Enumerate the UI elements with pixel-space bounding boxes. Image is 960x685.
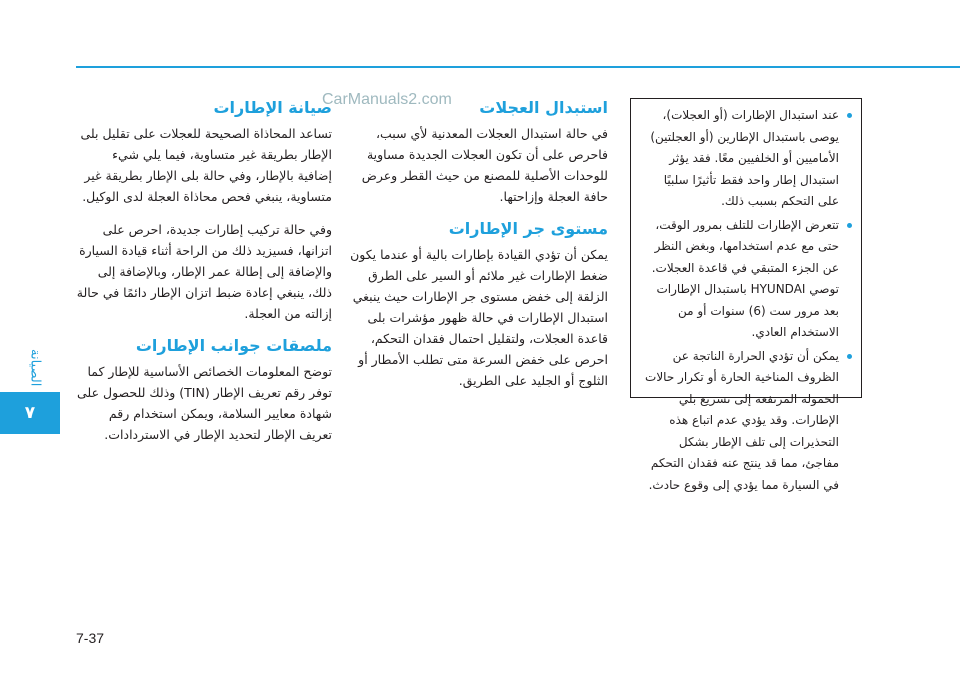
warning-item: عند استبدال الإطارات (أو العجلات)، يوصى باستبدال الإطارين (أو العجلتين) الأماميين أو الخلفيين معًا. فقد يؤثر استبدال إطار واحد فقط تأثيرًا سلبيًا على التحكم بسبب ذلك.	[639, 105, 839, 213]
middle-column	[350, 98, 608, 403]
section-label: الصيانة	[27, 349, 43, 387]
left-column	[76, 98, 332, 457]
warning-list	[639, 105, 853, 496]
chapter-tab: ٧	[0, 392, 60, 434]
warning-item: تتعرض الإطارات للتلف بمرور الوقت، حتى مع عدم استخدامها، وبغض النظر عن الجزء المتبقي في قاعدة العجلات. توصي HYUNDAI باستبدال الإطارات بعد مرور ست (6) سنوات أو من الاستخدام العادي.	[639, 215, 839, 344]
heading-sidewall-labeling: ملصقات جوانب الإطارات	[135, 336, 332, 355]
paragraph: في حالة استبدال العجلات المعدنية لأي سبب، فاحرص على أن تكون العجلات الجديدة مساوية للوحدات الأصلية للمصنع من حيث القطر وعرض حافة العجلة وإزاحتها.	[361, 126, 608, 204]
warning-item: يمكن أن تؤدي الحرارة الناتجة عن الظروف المناخية الحارة أو تكرار حالات الحمولة المرتفعة إلى تسريع بلي الإطارات. وقد يؤدي عدم اتباع هذه التحذيرات إلى تلف الإطار بشكل مفاجئ، مما قد ينتج عنه فقدان التحكم في السيارة مما يؤدي إلى وقوع حادث.	[639, 346, 839, 497]
heading-wheel-replacement: استبدال العجلات	[479, 98, 608, 117]
watermark: CarManuals2.com	[322, 91, 452, 108]
heading-tire-traction: مستوى جر الإطارات	[448, 219, 608, 238]
page-number: 7-37	[76, 630, 105, 646]
paragraph: يمكن أن تؤدي القيادة بإطارات بالية أو عندما يكون ضغط الإطارات غير ملائم أو السير على الطرق الزلقة إلى خفض مستوى جر الإطارات حيث ينبغي استبدال الإطارات في حالة ظهور مؤشرات بلى قاعدة العجلات، ولتقليل احتمال فقدان التحكم، احرص على خفض السرعة متى تطلب الأمطار أو الثلوج أو الجليد على الطريق.	[350, 247, 608, 388]
header-rule	[76, 66, 960, 68]
paragraph: وفي حالة تركيب إطارات جديدة، احرص على اتزانها، فسيزيد ذلك من الراحة أثناء قيادة السيارة والإضافة إلى إطالة عمر الإطار، وبالإضافة إلى ذلك، ينبغي إعادة ضبط اتزان الإطار دائمًا في حالة إزالته من العجلة.	[76, 222, 332, 321]
heading-tire-maintenance: صيانة الإطارات	[213, 98, 332, 117]
paragraph: توضح المعلومات الخصائص الأساسية للإطار كما توفر رقم تعريف الإطار (TIN) وذلك للحصول على شهادة معايير السلامة، ويمكن استخدام رقم تعريف الإطار لتحديد الإطار في الاستردادات.	[77, 364, 332, 442]
warning-box	[630, 98, 862, 492]
paragraph: تساعد المحاذاة الصحيحة للعجلات على تقليل بلى الإطار بطريقة غير متساوية، فيما يلي شيء إضافية بالإطار، وفي حالة بلى الإطار بطريقة غير متساوية، ينبغي فحص محاذاة العجلة لدى الوكيل.	[80, 126, 332, 204]
